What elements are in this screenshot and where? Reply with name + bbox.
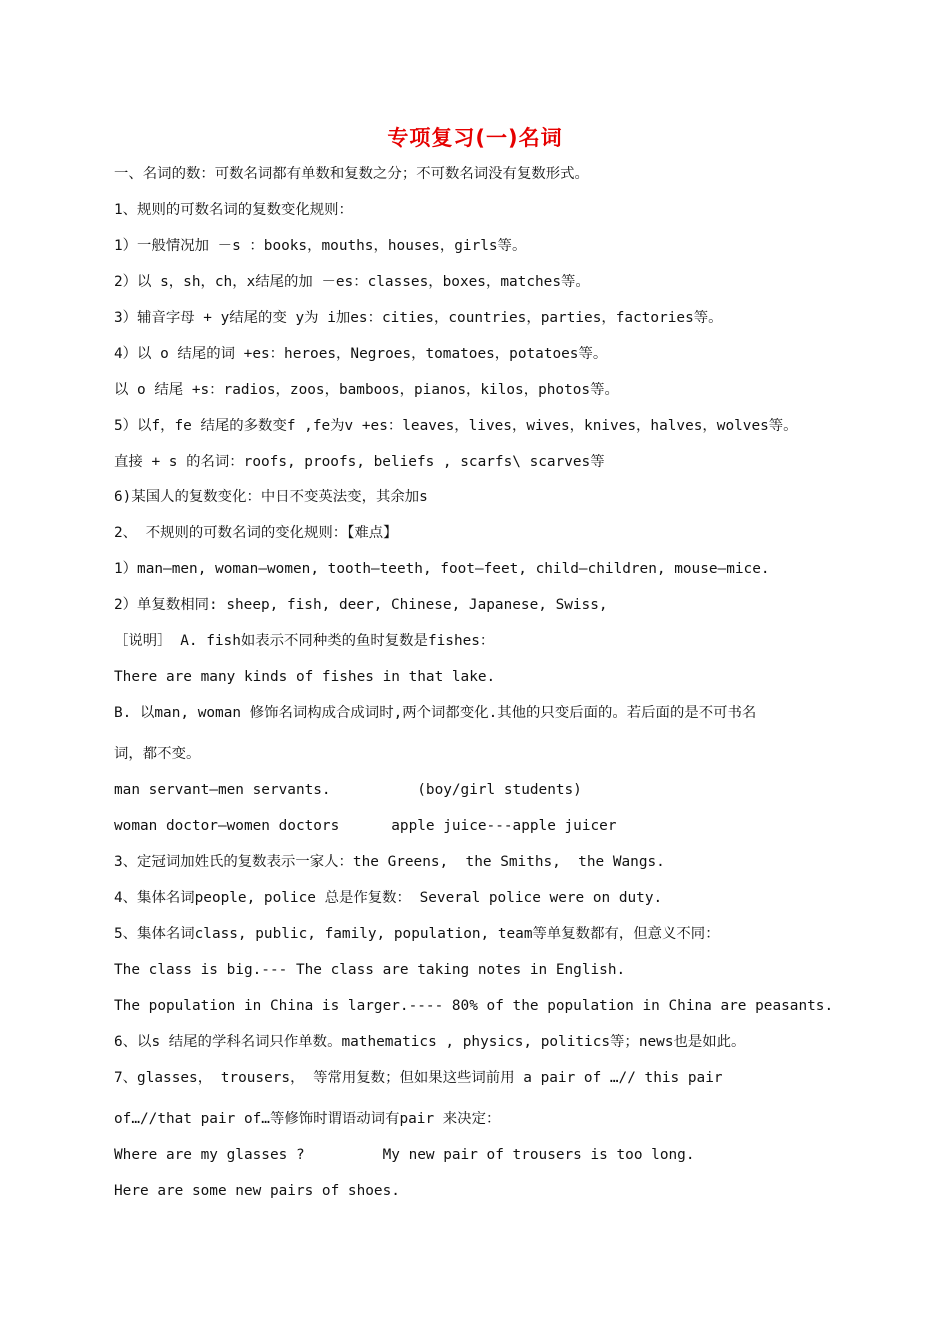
text-line: 一、名词的数：可数名词都有单数和复数之分；不可数名词没有复数形式。 — [114, 166, 589, 182]
text-line: Here are some new pairs of shoes. — [114, 1183, 400, 1199]
text-line: 以 o 结尾 +s：radios，zoos，bamboos，pianos，kilos，photos等。 — [114, 382, 619, 398]
text-line: 6)某国人的复数变化：中日不变英法变，其余加s — [114, 489, 428, 505]
document-title: 专项复习(一)名词 — [387, 126, 563, 150]
text-line: There are many kinds of fishes in that lake. — [114, 669, 496, 685]
text-line: woman doctor—women doctors apple juice---apple juicer — [114, 818, 617, 834]
text-line: 1、规则的可数名词的复数变化规则： — [114, 202, 353, 218]
text-line: 3、定冠词加姓氏的复数表示一家人：the Greens, the Smiths, the Wangs. — [114, 854, 665, 870]
text-line: 2、 不规则的可数名词的变化规则：【难点】 — [114, 525, 398, 541]
text-line: Where are my glasses ? My new pair of trousers is too long. — [114, 1147, 695, 1163]
text-line: of…//that pair of…等修饰时谓语动词有pair 来决定： — [114, 1111, 501, 1127]
text-line: The population in China is larger.---- 80% of the population in China are peasants. — [114, 998, 834, 1014]
text-line: 4、集体名词people, police 总是作复数： Several police were on duty. — [114, 890, 663, 906]
text-line: 直接 + s 的名词：roofs, proofs, beliefs , scarfs\ scarves等 — [114, 454, 605, 470]
text-line: 5、集体名词class, public, family, population, team等单复数都有，但意义不同： — [114, 926, 720, 942]
text-line: 2）以 s，sh，ch，x结尾的加 －es：classes，boxes，matches等。 — [114, 274, 590, 290]
text-line: B. 以man, woman 修饰名词构成合成词时,两个词都变化.其他的只变后面的。若后面的是不可书名 — [114, 705, 757, 721]
text-line: 5）以f，fe 结尾的多数变f ,fe为v +es：leaves，lives，wives，knives，halves，wolves等。 — [114, 418, 798, 434]
text-line: 1）man—men, woman—women, tooth—teeth, foot—feet, child—children, mouse—mice. — [114, 561, 770, 577]
text-line: ［说明］ A. fish如表示不同种类的鱼时复数是fishes： — [114, 633, 495, 649]
text-line: The class is big.--- The class are taking notes in English. — [114, 962, 626, 978]
text-line: 词，都不变。 — [114, 746, 201, 762]
text-line: 3）辅音字母 + y结尾的变 y为 i加es：cities，countries，parties，factories等。 — [114, 310, 723, 326]
text-line: 6、以s 结尾的学科名词只作单数。mathematics , physics, politics等；news也是如此。 — [114, 1034, 746, 1050]
text-line: 7、glasses， trousers， 等常用复数；但如果这些词前用 a pair of …// this pair — [114, 1070, 723, 1086]
text-line: 4）以 o 结尾的词 +es：heroes，Negroes，tomatoes，potatoes等。 — [114, 346, 608, 362]
text-line: 2）单复数相同: sheep, fish, deer, Chinese, Japanese, Swiss, — [114, 597, 608, 613]
text-line: 1）一般情况加 －s ：books，mouths，houses，girls等。 — [114, 238, 527, 254]
text-line: man servant—men servants. (boy/girl students) — [114, 782, 582, 798]
